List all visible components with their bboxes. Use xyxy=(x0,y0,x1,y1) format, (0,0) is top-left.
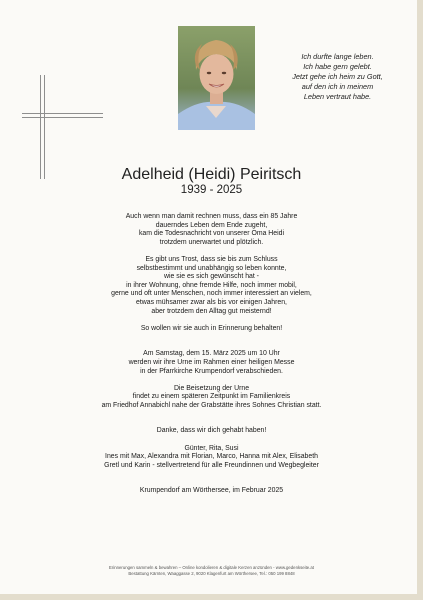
paragraph xyxy=(30,385,393,411)
paragraph xyxy=(30,325,393,334)
place-date xyxy=(30,487,393,496)
paragraph xyxy=(30,213,393,247)
portrait-illustration xyxy=(178,26,255,130)
text-line: in ihrer Wohnung, ohne fremde Hilfe, noch immer mobil, xyxy=(126,281,297,289)
portrait-photo xyxy=(178,26,255,130)
text-line: aber trotzdem den Alltag gut meisternd! xyxy=(151,307,272,315)
cross-symbol-bar xyxy=(22,113,103,114)
footer-line: Erinnerungen sammeln & bewahren – Online kondolieren & digitale Kerzen anzünden - www.gedenkseite.at xyxy=(109,565,314,570)
text-line: findet zu einem späteren Zeitpunkt im Familienkreis xyxy=(132,393,291,401)
life-dates: 1939 - 2025 xyxy=(180,184,243,196)
text-line: in der Pfarrkirche Krumpendorf verabschieden. xyxy=(140,367,283,375)
text-line: selbstbestimmt und unabhängig so leben konnte, xyxy=(136,264,287,272)
text-line: Günter, Rita, Susi xyxy=(184,444,239,452)
quote-line: Leben vertraut habe. xyxy=(303,92,372,101)
text-line: Die Beisetzung der Urne xyxy=(173,384,250,392)
paragraph xyxy=(30,256,393,316)
deceased-name: Adelheid (Heidi) Peiritsch xyxy=(121,166,302,183)
text-line: Danke, dass wir dich gehabt haben! xyxy=(156,427,267,435)
cross-symbol xyxy=(40,75,41,179)
signatories xyxy=(30,445,393,471)
text-line: dauerndes Leben dem Ende zugeht, xyxy=(155,221,268,229)
cross-symbol-bar-2 xyxy=(22,117,103,118)
text-line: werden wir ihre Urne im Rahmen einer heiligen Messe xyxy=(128,358,295,366)
quote-line: Ich habe gern gelebt. xyxy=(303,62,372,71)
quote-line: auf den ich in meinem xyxy=(301,82,374,91)
text-line: So wollen wir sie auch in Erinnerung behalten! xyxy=(140,324,283,332)
funeral-home-footer xyxy=(0,565,423,577)
text-line: gerne und oft unter Menschen, noch immer interessiert an vielem, xyxy=(111,290,312,298)
footer-line: Bestattung Kärnten, Waaggasse 2, 9020 Klagenfurt am Wörthersee, Tel.: 050 199 8848 xyxy=(128,571,295,576)
text-line: etwas mühsamer zwar als bis vor einigen Jahren, xyxy=(136,298,287,306)
text-line: Ines mit Max, Alexandra mit Florian, Marco, Hanna mit Alex, Elisabeth xyxy=(105,453,318,461)
text-line: am Friedhof Annabichl nahe der Grabstätte ihres Sohnes Christian statt. xyxy=(101,401,322,409)
text-line: kam die Todesnachricht von unserer Oma Heidi xyxy=(138,230,285,238)
text-line: Gretl und Karin - stellvertretend für alle Freundinnen und Wegbegleiter xyxy=(104,461,319,469)
paragraph xyxy=(30,350,393,376)
quote-verse xyxy=(275,52,400,102)
paragraph xyxy=(30,427,393,436)
obituary-text xyxy=(30,213,393,505)
quote-line: Ich durfte lange leben. xyxy=(301,52,374,61)
text-line: trotzdem unerwartet und plötzlich. xyxy=(159,238,264,246)
text-line: Auch wenn man damit rechnen muss, dass ein 85 Jahre xyxy=(125,213,298,220)
text-line: Es gibt uns Trost, dass sie bis zum Schluss xyxy=(145,255,278,263)
quote-line: Jetzt gehe ich heim zu Gott, xyxy=(292,72,383,81)
cross-symbol-line xyxy=(44,75,45,179)
text-line: Krumpendorf am Wörthersee, im Februar 2025 xyxy=(139,487,284,495)
text-line: Am Samstag, dem 15. März 2025 um 10 Uhr xyxy=(143,350,280,358)
text-line: wie sie es sich gewünscht hat - xyxy=(164,273,259,281)
